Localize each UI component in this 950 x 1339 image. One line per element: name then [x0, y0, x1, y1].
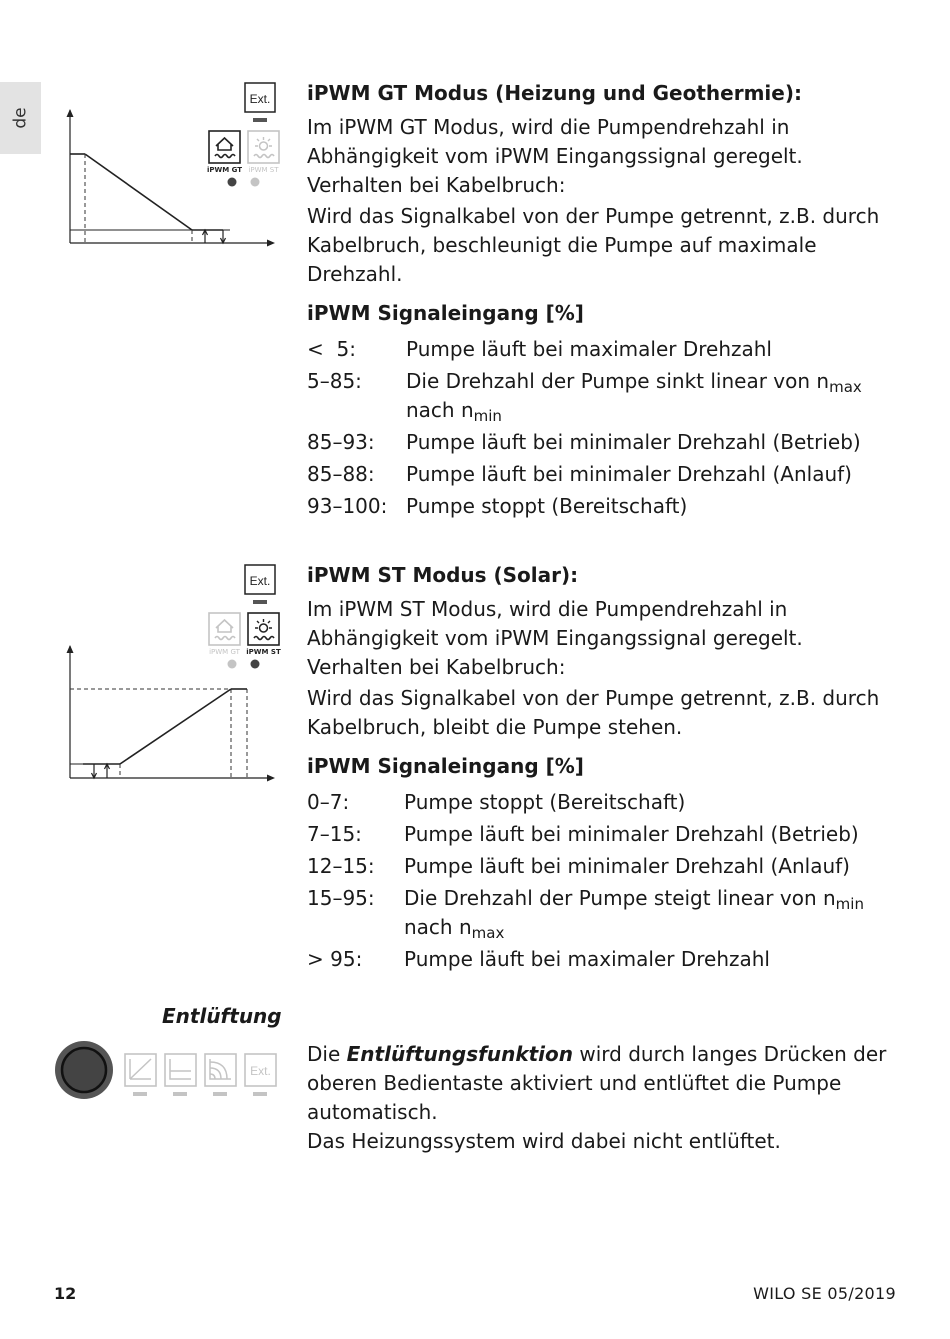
st-cable-break-heading: Verhalten bei Kabelbruch:: [307, 655, 566, 679]
solar-mode-icon: [248, 131, 279, 187]
variable-pressure-mode-icon: [165, 1054, 196, 1096]
st-signal-heading: iPWM Signaleingang [%]: [307, 754, 584, 778]
table-row: 0–7: Pumpe stoppt (Bereitschaft): [307, 790, 686, 814]
svg-text:iPWM ST: iPWM ST: [246, 648, 281, 656]
gt-section: [307, 79, 907, 524]
ext-mode-icon: [245, 1054, 276, 1096]
gt-characteristic-curve: [67, 109, 276, 247]
gt-cable-break-text: Wird das Signalkabel von der Pumpe getrennt, z.B. durch Kabelbruch, beschleunigt die Pumpe auf maximale Drehzahl.: [307, 204, 880, 286]
table-row: 5–85: Die Drehzahl der Pumpe sinkt linear von $n_{max}$ nach $n_{min}$: [307, 369, 862, 425]
table-row: 85–88: Pumpe läuft bei minimaler Drehzahl (Anlauf): [307, 462, 852, 486]
language-label: de: [10, 107, 31, 129]
venting-section: [307, 1040, 907, 1156]
table-row: < 5: Pumpe läuft bei maximaler Drehzahl: [307, 337, 772, 361]
gt-mode-diagram: [55, 80, 290, 260]
st-led-inactive: [251, 178, 260, 187]
gt-description: Im iPWM GT Modus, wird die Pumpendrehzahl in Abhängigkeit vom iPWM Eingangssignal geregelt.: [307, 115, 803, 168]
venting-description: Die Entlüftungsfunktion wird durch langes Drücken der oberen Bedientaste aktiviert und entlüftet die Pumpe automatisch.: [307, 1042, 887, 1124]
venting-note: Das Heizungssystem wird dabei nicht entlüftet.: [307, 1129, 781, 1153]
gt-led-inactive: [228, 660, 237, 669]
svg-text:iPWM GT: iPWM GT: [206, 166, 243, 174]
st-description: Im iPWM ST Modus, wird die Pumpendrehzahl in Abhängigkeit vom iPWM Eingangssignal geregelt.: [307, 597, 803, 650]
svg-text:Ext.: Ext.: [249, 92, 271, 106]
gt-signal-heading: iPWM Signaleingang [%]: [307, 301, 584, 325]
solar-mode-icon: [246, 613, 281, 669]
table-row: 15–95: Die Drehzahl der Pumpe steigt linear von $n_{min}$ nach $n_{max}$: [307, 886, 864, 942]
constant-speed-mode-icon: [205, 1054, 236, 1096]
table-row: 12–15: Pumpe läuft bei minimaler Drehzahl (Anlauf): [307, 854, 850, 878]
publisher-info: WILO SE 05/2019: [753, 1284, 896, 1303]
control-knob[interactable]: [55, 1041, 113, 1099]
constant-pressure-mode-icon: [125, 1054, 156, 1096]
heating-mode-icon: [207, 131, 242, 187]
gt-title: iPWM GT Modus (Heizung und Geothermie):: [307, 81, 802, 105]
st-mode-diagram: [55, 562, 290, 792]
table-row: 93–100: Pumpe stoppt (Bereitschaft): [307, 494, 688, 518]
venting-heading: Entlüftung: [162, 1004, 282, 1028]
st-section: [307, 561, 907, 977]
ext-mode-indicator: [245, 565, 275, 604]
page-number: 12: [54, 1284, 77, 1303]
st-signal-table: [307, 788, 907, 974]
st-characteristic-curve: [67, 645, 276, 782]
st-led-active: [251, 660, 260, 669]
svg-text:iPWM ST: iPWM ST: [248, 166, 279, 174]
heating-mode-icon: [209, 613, 241, 669]
ext-mode-indicator: [245, 83, 275, 122]
st-cable-break-text: Wird das Signalkabel von der Pumpe getrennt, z.B. durch Kabelbruch, bleibt die Pumpe stehen.: [307, 686, 880, 739]
gt-signal-table: [307, 335, 907, 521]
table-row: > 95: Pumpe läuft bei maximaler Drehzahl: [307, 947, 770, 971]
language-tab: [0, 82, 41, 154]
svg-text:Ext.: Ext.: [249, 574, 271, 588]
table-row: 85–93: Pumpe läuft bei minimaler Drehzahl (Betrieb): [307, 430, 861, 454]
gt-led-active: [228, 178, 237, 187]
table-row: 7–15: Pumpe läuft bei minimaler Drehzahl (Betrieb): [307, 822, 859, 846]
svg-text:iPWM GT: iPWM GT: [209, 648, 240, 656]
svg-text:Ext.: Ext.: [250, 1064, 271, 1078]
st-title: iPWM ST Modus (Solar):: [307, 563, 579, 587]
gt-cable-break-heading: Verhalten bei Kabelbruch:: [307, 173, 566, 197]
venting-control-panel: [52, 1037, 287, 1107]
